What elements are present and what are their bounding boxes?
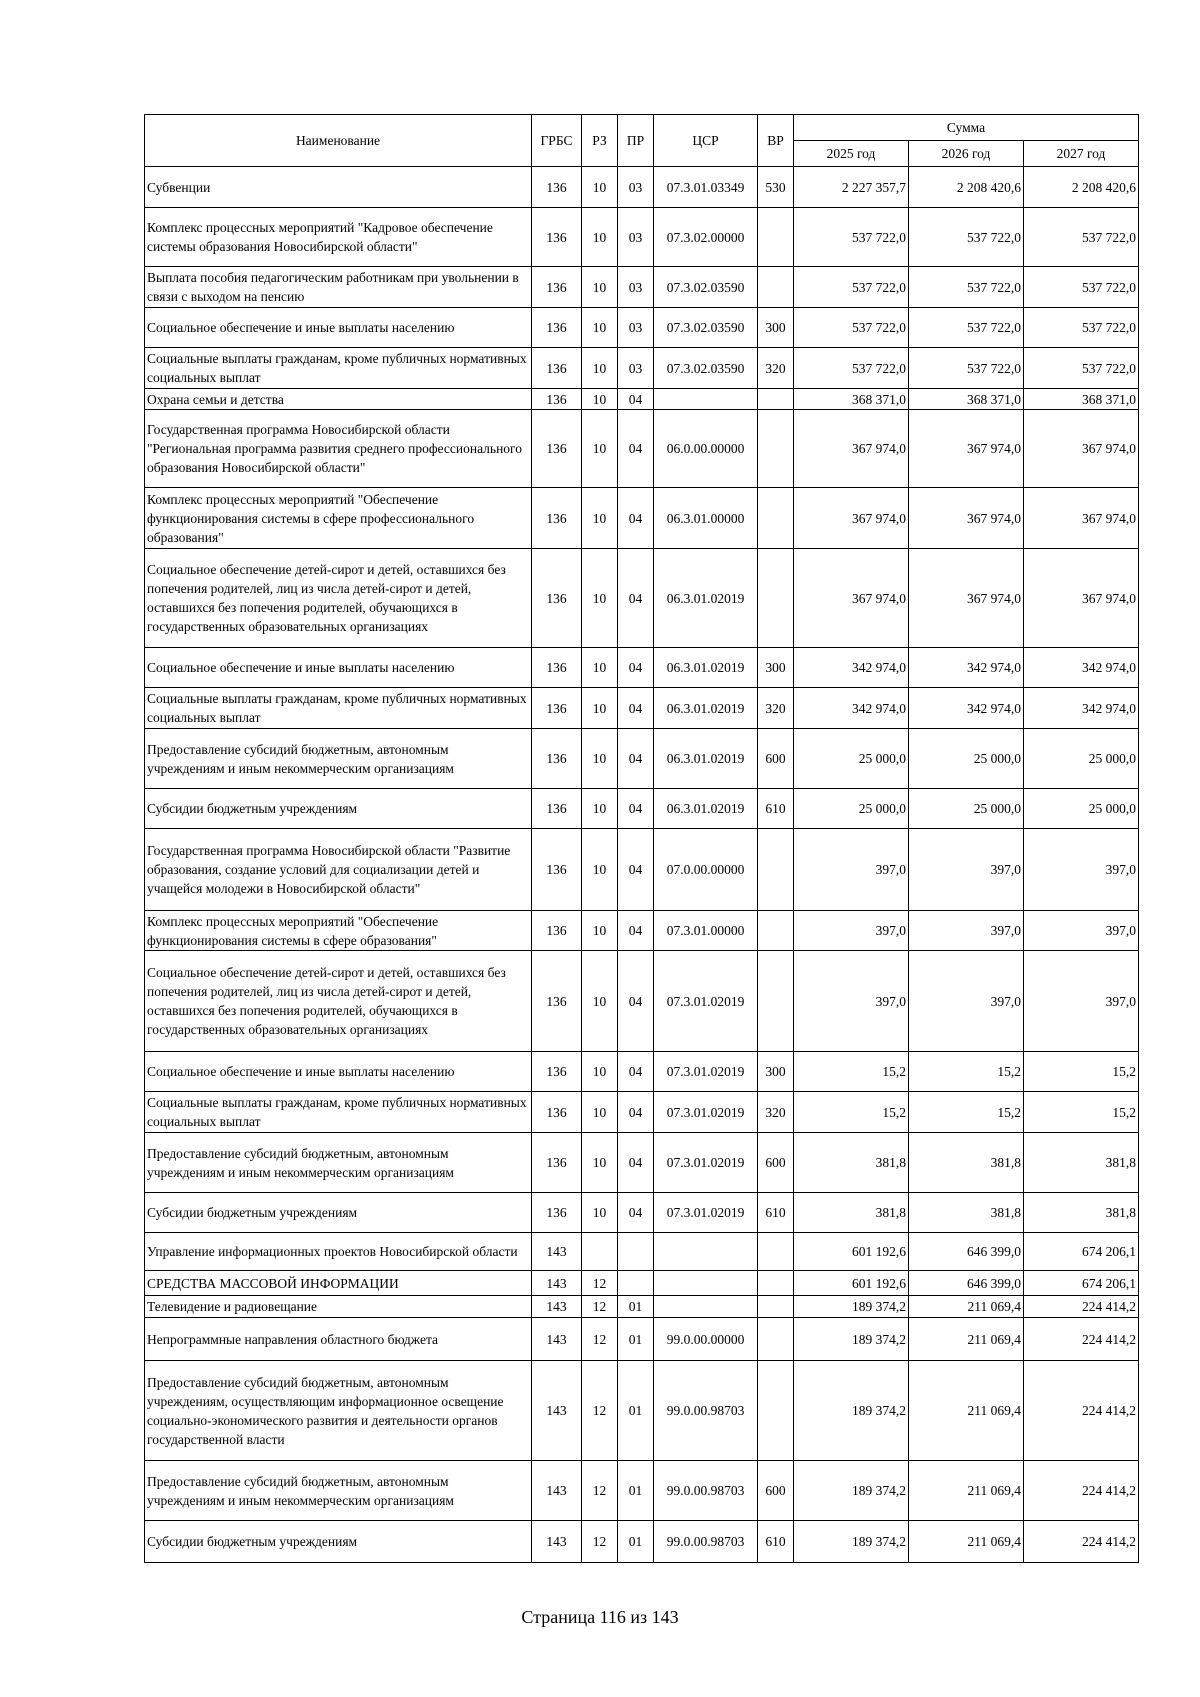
cell-name: Субсидии бюджетным учреждениям <box>145 1193 532 1233</box>
cell-rz: 10 <box>582 789 618 829</box>
cell-sum-2027: 537 722,0 <box>1024 208 1139 267</box>
cell-grbs: 136 <box>532 911 582 951</box>
table-row <box>145 1193 1139 1233</box>
cell-pr: 04 <box>618 1133 654 1193</box>
cell-sum-2026: 537 722,0 <box>909 348 1024 389</box>
cell-csr <box>654 1296 758 1318</box>
cell-grbs: 143 <box>532 1296 582 1318</box>
cell-pr: 04 <box>618 789 654 829</box>
cell-name: Управление информационных проектов Новосибирской области <box>145 1233 532 1271</box>
cell-sum-2026: 397,0 <box>909 829 1024 911</box>
cell-sum-2027: 25 000,0 <box>1024 789 1139 829</box>
cell-pr: 04 <box>618 1092 654 1133</box>
cell-sum-2025: 189 374,2 <box>794 1521 909 1563</box>
cell-rz: 10 <box>582 308 618 348</box>
cell-sum-2025: 189 374,2 <box>794 1318 909 1361</box>
cell-name: Социальное обеспечение и иные выплаты населению <box>145 308 532 348</box>
cell-grbs: 136 <box>532 1133 582 1193</box>
cell-sum-2027: 224 414,2 <box>1024 1461 1139 1521</box>
cell-rz: 10 <box>582 911 618 951</box>
cell-sum-2025: 2 227 357,7 <box>794 167 909 208</box>
cell-rz: 10 <box>582 267 618 308</box>
cell-vr: 610 <box>758 1193 794 1233</box>
cell-rz: 10 <box>582 410 618 488</box>
cell-sum-2025: 342 974,0 <box>794 648 909 688</box>
cell-sum-2026: 397,0 <box>909 911 1024 951</box>
cell-vr <box>758 829 794 911</box>
cell-pr <box>618 1271 654 1296</box>
table-row <box>145 1052 1139 1092</box>
cell-sum-2025: 537 722,0 <box>794 348 909 389</box>
cell-vr: 300 <box>758 308 794 348</box>
cell-grbs: 143 <box>532 1318 582 1361</box>
cell-sum-2026: 342 974,0 <box>909 688 1024 729</box>
cell-name: Предоставление субсидий бюджетным, автономным учреждениям и иным некоммерческим организациям <box>145 729 532 789</box>
cell-sum-2026: 211 069,4 <box>909 1461 1024 1521</box>
header-sum: Сумма <box>794 115 1139 141</box>
cell-sum-2026: 15,2 <box>909 1052 1024 1092</box>
cell-vr <box>758 410 794 488</box>
cell-rz: 10 <box>582 1133 618 1193</box>
header-name: Наименование <box>145 115 532 167</box>
cell-name: СРЕДСТВА МАССОВОЙ ИНФОРМАЦИИ <box>145 1271 532 1296</box>
cell-grbs: 136 <box>532 1092 582 1133</box>
cell-grbs: 143 <box>532 1361 582 1461</box>
table-row <box>145 829 1139 911</box>
cell-rz: 12 <box>582 1461 618 1521</box>
cell-rz: 10 <box>582 1193 618 1233</box>
cell-vr: 320 <box>758 348 794 389</box>
cell-vr <box>758 267 794 308</box>
cell-sum-2027: 537 722,0 <box>1024 308 1139 348</box>
cell-sum-2027: 397,0 <box>1024 951 1139 1052</box>
cell-rz: 10 <box>582 1092 618 1133</box>
table-row <box>145 389 1139 410</box>
cell-name: Государственная программа Новосибирской области "Региональная программа развития среднего профессионального образования Новосибирской области" <box>145 410 532 488</box>
cell-pr: 04 <box>618 951 654 1052</box>
cell-rz: 10 <box>582 348 618 389</box>
cell-sum-2027: 15,2 <box>1024 1052 1139 1092</box>
cell-name: Государственная программа Новосибирской области "Развитие образования, создание условий для социализации детей и учащейся молодежи в Новосибирской области" <box>145 829 532 911</box>
budget-table <box>144 114 1139 1563</box>
cell-rz: 12 <box>582 1361 618 1461</box>
cell-csr: 07.3.01.00000 <box>654 911 758 951</box>
cell-sum-2026: 381,8 <box>909 1133 1024 1193</box>
table-row <box>145 267 1139 308</box>
cell-pr: 01 <box>618 1361 654 1461</box>
cell-sum-2025: 537 722,0 <box>794 267 909 308</box>
cell-sum-2026: 367 974,0 <box>909 410 1024 488</box>
cell-rz: 10 <box>582 1052 618 1092</box>
cell-csr <box>654 1271 758 1296</box>
cell-sum-2026: 537 722,0 <box>909 267 1024 308</box>
cell-rz: 12 <box>582 1271 618 1296</box>
cell-sum-2027: 367 974,0 <box>1024 410 1139 488</box>
cell-pr: 01 <box>618 1296 654 1318</box>
cell-csr: 07.3.01.02019 <box>654 1092 758 1133</box>
cell-pr: 03 <box>618 208 654 267</box>
cell-grbs: 136 <box>532 1052 582 1092</box>
cell-vr: 320 <box>758 1092 794 1133</box>
cell-csr: 06.3.01.02019 <box>654 789 758 829</box>
cell-sum-2025: 397,0 <box>794 911 909 951</box>
cell-rz: 10 <box>582 208 618 267</box>
cell-vr: 600 <box>758 1133 794 1193</box>
header-year-2027: 2027 год <box>1024 141 1139 167</box>
cell-sum-2025: 25 000,0 <box>794 729 909 789</box>
cell-name: Социальные выплаты гражданам, кроме публичных нормативных социальных выплат <box>145 348 532 389</box>
table-header <box>145 115 1139 167</box>
cell-vr: 300 <box>758 1052 794 1092</box>
cell-grbs: 136 <box>532 729 582 789</box>
cell-rz: 10 <box>582 389 618 410</box>
cell-sum-2027: 2 208 420,6 <box>1024 167 1139 208</box>
cell-sum-2026: 25 000,0 <box>909 789 1024 829</box>
cell-vr <box>758 911 794 951</box>
cell-sum-2025: 397,0 <box>794 951 909 1052</box>
cell-grbs: 136 <box>532 348 582 389</box>
cell-sum-2027: 342 974,0 <box>1024 688 1139 729</box>
table-row <box>145 308 1139 348</box>
cell-name: Социальные выплаты гражданам, кроме публичных нормативных социальных выплат <box>145 1092 532 1133</box>
cell-grbs: 136 <box>532 267 582 308</box>
cell-sum-2025: 537 722,0 <box>794 208 909 267</box>
cell-rz: 10 <box>582 951 618 1052</box>
cell-sum-2025: 367 974,0 <box>794 410 909 488</box>
cell-csr: 07.3.01.03349 <box>654 167 758 208</box>
cell-vr <box>758 1361 794 1461</box>
cell-sum-2027: 367 974,0 <box>1024 549 1139 648</box>
cell-sum-2027: 397,0 <box>1024 911 1139 951</box>
cell-pr: 04 <box>618 488 654 549</box>
table-row <box>145 488 1139 549</box>
cell-name: Охрана семьи и детства <box>145 389 532 410</box>
cell-sum-2025: 601 192,6 <box>794 1233 909 1271</box>
cell-sum-2025: 381,8 <box>794 1133 909 1193</box>
cell-sum-2027: 25 000,0 <box>1024 729 1139 789</box>
cell-sum-2025: 189 374,2 <box>794 1461 909 1521</box>
cell-vr: 300 <box>758 648 794 688</box>
table-row <box>145 688 1139 729</box>
cell-sum-2025: 367 974,0 <box>794 488 909 549</box>
cell-pr: 04 <box>618 1193 654 1233</box>
cell-csr: 06.0.00.00000 <box>654 410 758 488</box>
cell-sum-2027: 224 414,2 <box>1024 1318 1139 1361</box>
cell-name: Предоставление субсидий бюджетным, автономным учреждениям, осуществляющим информационное освещение социально-экономического развития и деятельности органов государственной власти <box>145 1361 532 1461</box>
cell-sum-2025: 189 374,2 <box>794 1296 909 1318</box>
cell-pr: 04 <box>618 549 654 648</box>
cell-name: Телевидение и радиовещание <box>145 1296 532 1318</box>
cell-csr <box>654 389 758 410</box>
cell-sum-2025: 368 371,0 <box>794 389 909 410</box>
cell-grbs: 136 <box>532 648 582 688</box>
cell-csr: 07.3.01.02019 <box>654 951 758 1052</box>
cell-sum-2025: 601 192,6 <box>794 1271 909 1296</box>
cell-sum-2025: 342 974,0 <box>794 688 909 729</box>
table-row <box>145 549 1139 648</box>
table-row <box>145 1271 1139 1296</box>
cell-csr: 07.3.02.03590 <box>654 267 758 308</box>
cell-sum-2025: 367 974,0 <box>794 549 909 648</box>
header-pr: ПР <box>618 115 654 167</box>
cell-vr <box>758 389 794 410</box>
cell-sum-2025: 537 722,0 <box>794 308 909 348</box>
table-row <box>145 1133 1139 1193</box>
cell-name: Комплекс процессных мероприятий "Обеспечение функционирования системы в сфере профессионального образования" <box>145 488 532 549</box>
table-row <box>145 1318 1139 1361</box>
cell-grbs: 136 <box>532 549 582 648</box>
cell-pr: 04 <box>618 829 654 911</box>
cell-csr: 07.3.02.03590 <box>654 348 758 389</box>
cell-sum-2027: 674 206,1 <box>1024 1233 1139 1271</box>
cell-sum-2027: 381,8 <box>1024 1193 1139 1233</box>
cell-sum-2026: 367 974,0 <box>909 549 1024 648</box>
cell-vr <box>758 1271 794 1296</box>
cell-sum-2026: 211 069,4 <box>909 1318 1024 1361</box>
cell-sum-2026: 368 371,0 <box>909 389 1024 410</box>
cell-pr: 03 <box>618 348 654 389</box>
header-csr: ЦСР <box>654 115 758 167</box>
cell-rz: 10 <box>582 488 618 549</box>
table-row <box>145 911 1139 951</box>
cell-sum-2026: 15,2 <box>909 1092 1024 1133</box>
cell-sum-2027: 15,2 <box>1024 1092 1139 1133</box>
cell-csr: 99.0.00.98703 <box>654 1361 758 1461</box>
cell-csr <box>654 1233 758 1271</box>
cell-name: Предоставление субсидий бюджетным, автономным учреждениям и иным некоммерческим организациям <box>145 1461 532 1521</box>
cell-grbs: 136 <box>532 208 582 267</box>
cell-rz: 12 <box>582 1318 618 1361</box>
cell-name: Социальные выплаты гражданам, кроме публичных нормативных социальных выплат <box>145 688 532 729</box>
table-row <box>145 729 1139 789</box>
cell-sum-2026: 381,8 <box>909 1193 1024 1233</box>
cell-pr: 01 <box>618 1318 654 1361</box>
table-row <box>145 1233 1139 1271</box>
cell-csr: 06.3.01.02019 <box>654 688 758 729</box>
cell-sum-2027: 367 974,0 <box>1024 488 1139 549</box>
table-row <box>145 1361 1139 1461</box>
cell-name: Непрограммные направления областного бюджета <box>145 1318 532 1361</box>
cell-pr: 04 <box>618 389 654 410</box>
cell-vr: 320 <box>758 688 794 729</box>
cell-vr <box>758 1318 794 1361</box>
cell-pr: 04 <box>618 688 654 729</box>
cell-sum-2026: 537 722,0 <box>909 208 1024 267</box>
cell-grbs: 136 <box>532 488 582 549</box>
cell-rz: 10 <box>582 829 618 911</box>
cell-sum-2025: 15,2 <box>794 1092 909 1133</box>
cell-grbs: 143 <box>532 1461 582 1521</box>
cell-sum-2026: 211 069,4 <box>909 1296 1024 1318</box>
cell-grbs: 136 <box>532 1193 582 1233</box>
cell-csr: 07.3.01.02019 <box>654 1052 758 1092</box>
cell-sum-2026: 537 722,0 <box>909 308 1024 348</box>
cell-sum-2027: 342 974,0 <box>1024 648 1139 688</box>
cell-csr: 07.3.02.03590 <box>654 308 758 348</box>
cell-csr: 07.0.00.00000 <box>654 829 758 911</box>
cell-grbs: 143 <box>532 1271 582 1296</box>
cell-rz: 10 <box>582 648 618 688</box>
cell-sum-2027: 537 722,0 <box>1024 348 1139 389</box>
cell-rz: 10 <box>582 167 618 208</box>
cell-name: Комплекс процессных мероприятий "Кадровое обеспечение системы образования Новосибирской области" <box>145 208 532 267</box>
cell-pr: 03 <box>618 267 654 308</box>
cell-pr: 03 <box>618 308 654 348</box>
cell-pr: 03 <box>618 167 654 208</box>
table-row <box>145 1461 1139 1521</box>
cell-sum-2026: 211 069,4 <box>909 1521 1024 1563</box>
cell-sum-2027: 368 371,0 <box>1024 389 1139 410</box>
cell-name: Комплекс процессных мероприятий "Обеспечение функционирования системы в сфере образования" <box>145 911 532 951</box>
cell-pr: 01 <box>618 1521 654 1563</box>
cell-pr: 04 <box>618 729 654 789</box>
cell-name: Предоставление субсидий бюджетным, автономным учреждениям и иным некоммерческим организациям <box>145 1133 532 1193</box>
cell-pr: 04 <box>618 648 654 688</box>
cell-name: Выплата пособия педагогическим работникам при увольнении в связи с выходом на пенсию <box>145 267 532 308</box>
cell-csr: 06.3.01.00000 <box>654 488 758 549</box>
cell-sum-2027: 674 206,1 <box>1024 1271 1139 1296</box>
header-vr: ВР <box>758 115 794 167</box>
cell-pr: 04 <box>618 1052 654 1092</box>
cell-sum-2027: 397,0 <box>1024 829 1139 911</box>
cell-vr <box>758 488 794 549</box>
cell-rz: 10 <box>582 549 618 648</box>
cell-grbs: 143 <box>532 1233 582 1271</box>
table-row <box>145 1296 1139 1318</box>
cell-sum-2027: 224 414,2 <box>1024 1361 1139 1461</box>
cell-vr: 610 <box>758 1521 794 1563</box>
cell-name: Социальное обеспечение и иные выплаты населению <box>145 648 532 688</box>
header-grbs: ГРБС <box>532 115 582 167</box>
cell-name: Субсидии бюджетным учреждениям <box>145 789 532 829</box>
cell-csr: 99.0.00.98703 <box>654 1461 758 1521</box>
header-year-2025: 2025 год <box>794 141 909 167</box>
cell-grbs: 136 <box>532 829 582 911</box>
cell-name: Субвенции <box>145 167 532 208</box>
cell-name: Социальное обеспечение и иные выплаты населению <box>145 1052 532 1092</box>
cell-name: Социальное обеспечение детей-сирот и детей, оставшихся без попечения родителей, лиц из числа детей-сирот и детей, оставшихся без попечения родителей, обучающихся в государственных образовательных организациях <box>145 951 532 1052</box>
cell-vr: 610 <box>758 789 794 829</box>
cell-grbs: 136 <box>532 688 582 729</box>
header-rz: РЗ <box>582 115 618 167</box>
cell-csr: 07.3.02.00000 <box>654 208 758 267</box>
cell-sum-2025: 397,0 <box>794 829 909 911</box>
cell-pr: 01 <box>618 1461 654 1521</box>
cell-sum-2025: 25 000,0 <box>794 789 909 829</box>
cell-csr: 99.0.00.00000 <box>654 1318 758 1361</box>
cell-csr: 07.3.01.02019 <box>654 1193 758 1233</box>
cell-sum-2027: 537 722,0 <box>1024 267 1139 308</box>
table-row <box>145 167 1139 208</box>
cell-grbs: 136 <box>532 167 582 208</box>
cell-rz: 12 <box>582 1296 618 1318</box>
cell-sum-2027: 224 414,2 <box>1024 1521 1139 1563</box>
cell-sum-2026: 367 974,0 <box>909 488 1024 549</box>
table-row <box>145 208 1139 267</box>
cell-csr: 07.3.01.02019 <box>654 1133 758 1193</box>
cell-sum-2026: 25 000,0 <box>909 729 1024 789</box>
table-row <box>145 789 1139 829</box>
cell-vr <box>758 1233 794 1271</box>
cell-sum-2027: 224 414,2 <box>1024 1296 1139 1318</box>
table-row <box>145 1092 1139 1133</box>
cell-sum-2026: 2 208 420,6 <box>909 167 1024 208</box>
table-body <box>145 167 1139 1563</box>
cell-name: Социальное обеспечение детей-сирот и детей, оставшихся без попечения родителей, лиц из числа детей-сирот и детей, оставшихся без попечения родителей, обучающихся в государственных образовательных организациях <box>145 549 532 648</box>
cell-vr <box>758 951 794 1052</box>
cell-csr: 99.0.00.98703 <box>654 1521 758 1563</box>
cell-grbs: 136 <box>532 389 582 410</box>
cell-vr: 600 <box>758 729 794 789</box>
cell-grbs: 136 <box>532 308 582 348</box>
table-row <box>145 1521 1139 1563</box>
cell-sum-2025: 15,2 <box>794 1052 909 1092</box>
cell-vr <box>758 549 794 648</box>
cell-vr <box>758 1296 794 1318</box>
cell-sum-2026: 342 974,0 <box>909 648 1024 688</box>
cell-grbs: 136 <box>532 789 582 829</box>
cell-csr: 06.3.01.02019 <box>654 729 758 789</box>
cell-sum-2025: 189 374,2 <box>794 1361 909 1461</box>
cell-grbs: 136 <box>532 951 582 1052</box>
cell-vr: 530 <box>758 167 794 208</box>
cell-pr <box>618 1233 654 1271</box>
cell-sum-2026: 646 399,0 <box>909 1233 1024 1271</box>
cell-sum-2027: 381,8 <box>1024 1133 1139 1193</box>
cell-sum-2025: 381,8 <box>794 1193 909 1233</box>
table-row <box>145 348 1139 389</box>
cell-vr <box>758 208 794 267</box>
table-row <box>145 410 1139 488</box>
cell-csr: 06.3.01.02019 <box>654 648 758 688</box>
cell-sum-2026: 646 399,0 <box>909 1271 1024 1296</box>
cell-rz: 10 <box>582 729 618 789</box>
cell-rz: 10 <box>582 688 618 729</box>
cell-rz <box>582 1233 618 1271</box>
cell-grbs: 143 <box>532 1521 582 1563</box>
table-row <box>145 951 1139 1052</box>
cell-csr: 06.3.01.02019 <box>654 549 758 648</box>
cell-vr: 600 <box>758 1461 794 1521</box>
header-year-2026: 2026 год <box>909 141 1024 167</box>
cell-rz: 12 <box>582 1521 618 1563</box>
cell-grbs: 136 <box>532 410 582 488</box>
cell-sum-2026: 397,0 <box>909 951 1024 1052</box>
table-row <box>145 648 1139 688</box>
cell-name: Субсидии бюджетным учреждениям <box>145 1521 532 1563</box>
page-number: Страница 116 из 143 <box>521 1607 679 1627</box>
cell-pr: 04 <box>618 410 654 488</box>
cell-pr: 04 <box>618 911 654 951</box>
cell-sum-2026: 211 069,4 <box>909 1361 1024 1461</box>
